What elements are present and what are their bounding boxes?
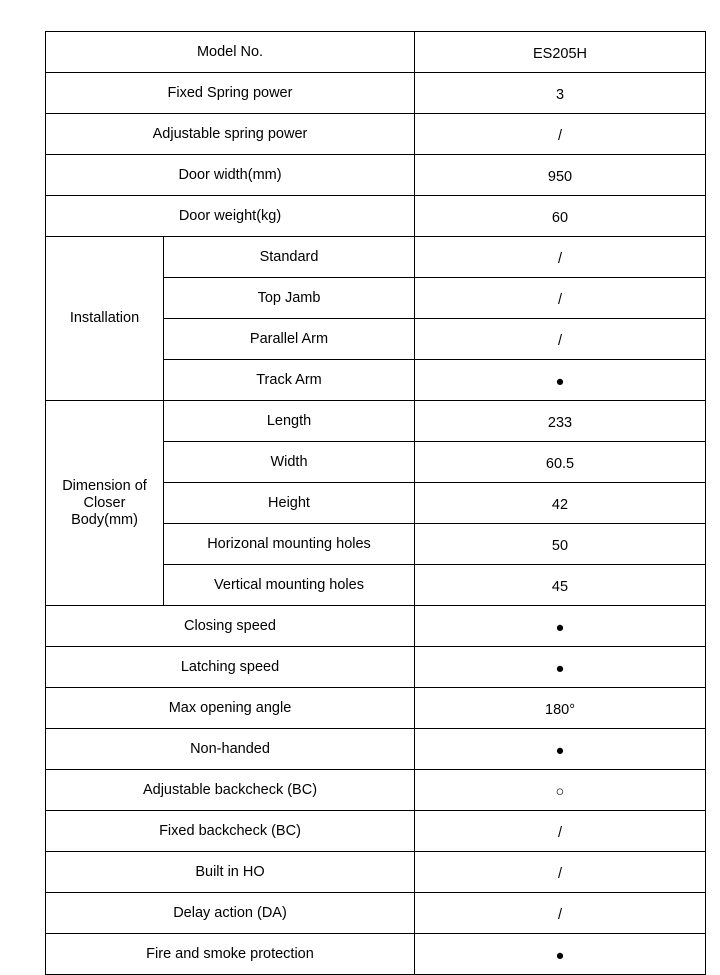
label-cell: Max opening angle [46,688,415,729]
label-cell: Model No. [46,32,415,73]
value-cell: 42 [415,483,706,524]
group-label-cell: Dimension of Closer Body(mm) [46,401,164,606]
label-cell: Vertical mounting holes [164,565,415,606]
label-cell: Door weight(kg) [46,196,415,237]
table-row [46,155,706,196]
label-cell: Delay action (DA) [46,893,415,934]
label-cell: Door width(mm) [46,155,415,196]
label-cell: Standard [164,237,415,278]
table-row [46,401,706,442]
label-cell: Height [164,483,415,524]
value-cell: / [415,237,706,278]
table-row [46,606,706,647]
group-label-cell: Installation [46,237,164,401]
label-cell: Parallel Arm [164,319,415,360]
label-cell: Fixed backcheck (BC) [46,811,415,852]
value-cell: / [415,852,706,893]
label-cell: Adjustable spring power [46,114,415,155]
value-cell: / [415,811,706,852]
table-row [46,237,706,278]
value-cell: ● [415,934,706,975]
value-cell: ● [415,606,706,647]
value-cell: / [415,893,706,934]
value-cell: ES205H [415,32,706,73]
value-cell: ● [415,360,706,401]
value-cell: 180° [415,688,706,729]
label-cell: Top Jamb [164,278,415,319]
label-cell: Width [164,442,415,483]
value-cell: / [415,278,706,319]
value-cell: ○ [415,770,706,811]
label-cell: Adjustable backcheck (BC) [46,770,415,811]
label-cell: Length [164,401,415,442]
table-row [46,73,706,114]
value-cell: / [415,114,706,155]
value-cell: 950 [415,155,706,196]
spec-table [45,31,706,975]
table-row [46,811,706,852]
value-cell: ● [415,647,706,688]
table-row [46,647,706,688]
label-cell: Horizonal mounting holes [164,524,415,565]
table-row [46,934,706,975]
value-cell: 60.5 [415,442,706,483]
label-cell: Fire and smoke protection [46,934,415,975]
value-cell: 60 [415,196,706,237]
table-row [46,114,706,155]
table-row [46,729,706,770]
label-cell: Track Arm [164,360,415,401]
value-cell: ● [415,729,706,770]
table-row [46,32,706,73]
table-row [46,852,706,893]
value-cell: 45 [415,565,706,606]
table-row [46,770,706,811]
label-cell: Built in HO [46,852,415,893]
value-cell: 3 [415,73,706,114]
value-cell: / [415,319,706,360]
label-cell: Closing speed [46,606,415,647]
label-cell: Latching speed [46,647,415,688]
value-cell: 233 [415,401,706,442]
label-cell: Fixed Spring power [46,73,415,114]
label-cell: Non-handed [46,729,415,770]
value-cell: 50 [415,524,706,565]
table-row [46,196,706,237]
table-row [46,688,706,729]
